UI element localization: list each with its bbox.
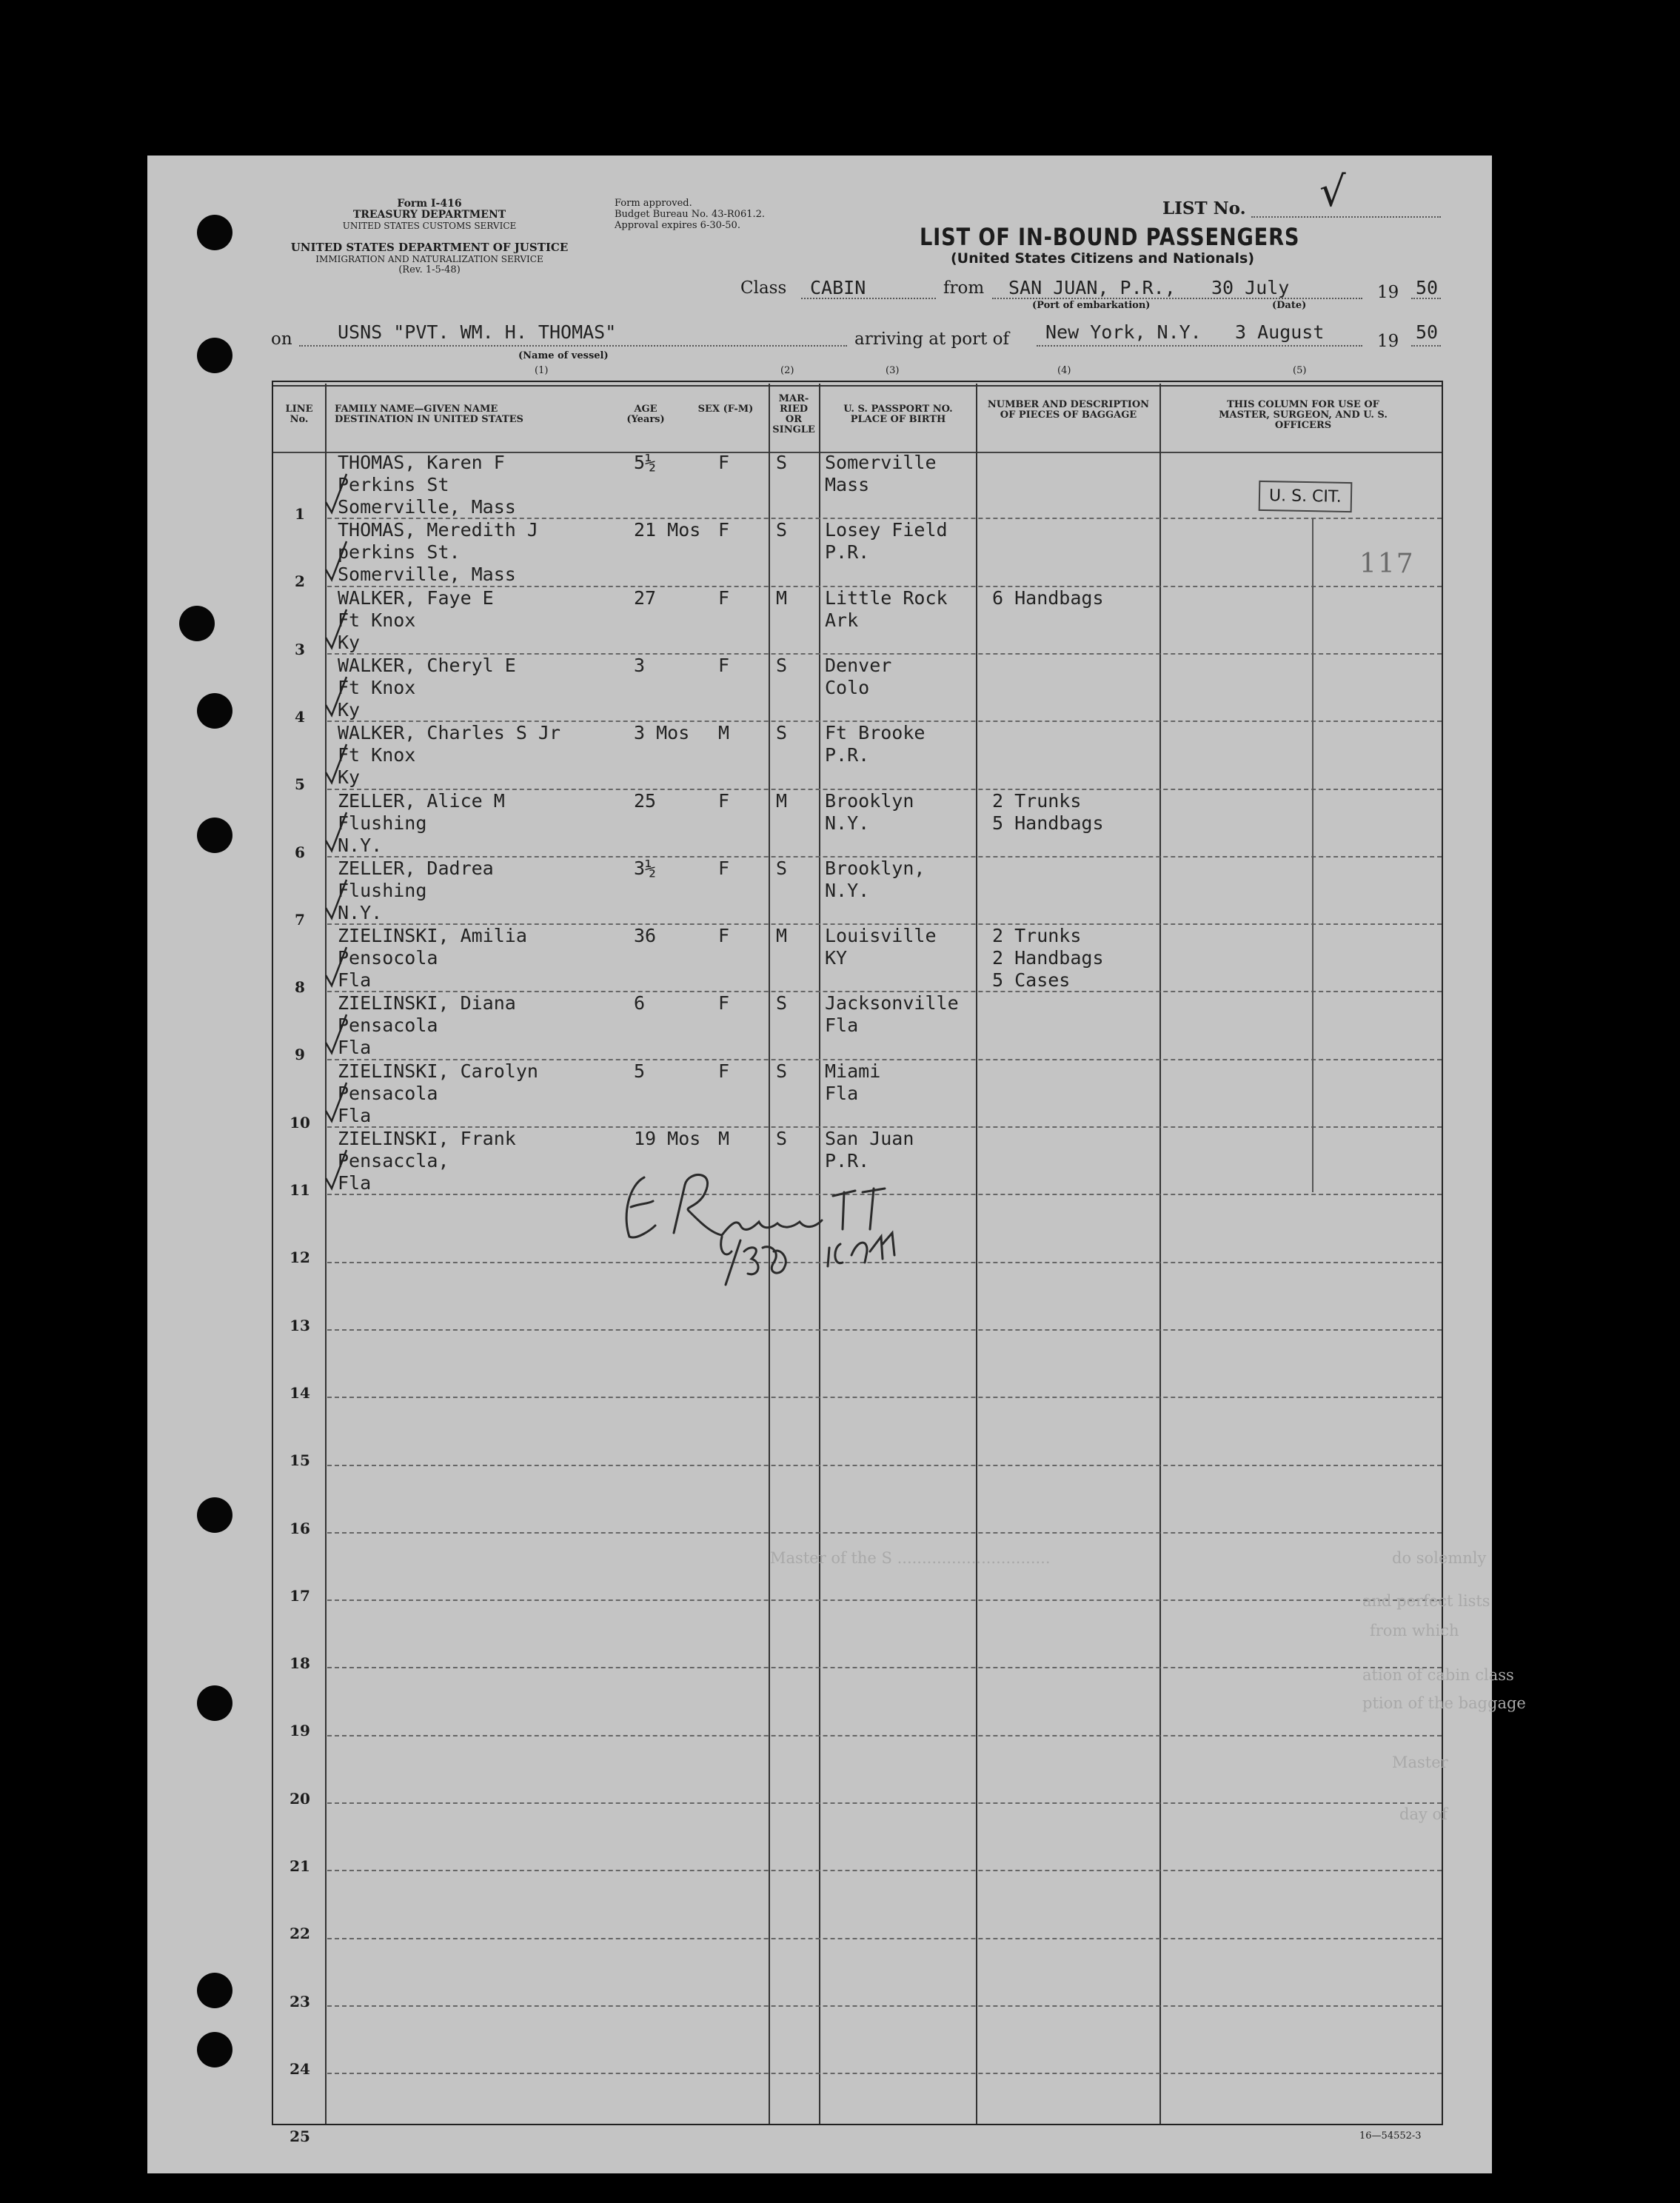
row-separator — [327, 1329, 1442, 1331]
passenger-dest-city: Fla — [338, 1172, 372, 1194]
punch-hole — [197, 1685, 232, 1721]
check-mark-icon — [323, 674, 349, 718]
passenger-name: THOMAS, Meredith J — [338, 519, 538, 541]
passenger-marital: M — [776, 925, 788, 947]
arrival-year-line — [1411, 345, 1441, 347]
arriving-label: arriving at port of — [854, 330, 1009, 349]
passenger-birth-place: Denver — [825, 654, 892, 676]
row-separator — [327, 1667, 1442, 1668]
punch-hole — [197, 1497, 232, 1533]
passenger-age: 27 — [634, 586, 657, 609]
passenger-sex: F — [718, 654, 730, 676]
line-number: 24 — [290, 2059, 310, 2078]
col-num-2: (2) — [780, 365, 794, 376]
passenger-age: 6 — [634, 992, 646, 1014]
row-separator — [327, 2073, 1442, 2074]
customs-service: UNITED STATES CUSTOMS SERVICE — [342, 221, 517, 231]
passenger-sex: F — [718, 857, 730, 879]
passenger-name: THOMAS, Karen F — [338, 452, 505, 473]
line-number: 5 — [295, 775, 305, 794]
year-line — [1411, 298, 1441, 299]
passenger-dest-street: Ft Knox — [338, 744, 416, 766]
line-number: 2 — [295, 572, 305, 591]
passenger-name: WALKER, Charles S Jr — [338, 722, 561, 744]
passenger-age: 3 Mos — [634, 722, 690, 744]
list-no-line — [1251, 216, 1441, 218]
vessel-line — [299, 345, 847, 347]
passenger-baggage: 2 Handbags — [992, 947, 1104, 969]
passenger-sex: F — [718, 789, 730, 812]
passenger-dest-city: Fla — [338, 1037, 372, 1059]
passenger-age: 21 Mos — [634, 519, 701, 541]
bleed-text: day of — [1399, 1805, 1448, 1823]
passenger-dest-street: Pensocola — [338, 947, 438, 969]
line-number: 23 — [290, 1992, 310, 2010]
ins-service: IMMIGRATION AND NATURALIZATION SERVICE — [315, 254, 543, 264]
bleed-text: Master — [1392, 1754, 1448, 1771]
check-mark-icon — [323, 1080, 349, 1124]
col-num-3: (3) — [886, 365, 900, 376]
passenger-dest-street: Perkins St — [338, 474, 449, 495]
year-prefix: 19 — [1377, 283, 1399, 302]
line-number: 10 — [290, 1113, 310, 1131]
header-passport: U. S. PASSPORT NO. PLACE OF BIRTH — [843, 404, 953, 425]
passenger-name: ZIELINSKI, Amilia — [338, 925, 527, 947]
from-date: 30 July — [1211, 277, 1290, 298]
passenger-marital: S — [776, 857, 788, 879]
passenger-birth-region: Fla — [825, 1014, 859, 1037]
passenger-dest-street: Pensacola — [338, 1014, 438, 1037]
header-baggage: NUMBER AND DESCRIPTION OF PIECES OF BAGGAGE — [987, 399, 1150, 421]
list-no-mark: √ — [1319, 168, 1346, 216]
row-separator — [327, 1802, 1442, 1804]
passenger-sex: F — [718, 925, 730, 947]
line-number: 9 — [295, 1046, 305, 1064]
passenger-birth-place: Louisville — [825, 925, 937, 947]
line-number: 3 — [295, 640, 305, 658]
class-line — [801, 298, 936, 299]
passenger-birth-place: Ft Brooke — [825, 722, 926, 744]
stamp-guide-line — [1312, 518, 1313, 1192]
passenger-baggage: 2 Trunks — [992, 925, 1082, 947]
line-number: 1 — [295, 505, 305, 523]
punch-hole — [179, 606, 215, 641]
page-subtitle: (United States Citizens and Nationals) — [951, 250, 1255, 267]
check-mark-icon — [323, 877, 349, 921]
passenger-marital: S — [776, 452, 788, 473]
passenger-sex: F — [718, 586, 730, 609]
line-number: 12 — [290, 1248, 310, 1267]
from-line — [992, 298, 1362, 299]
passenger-age: 25 — [634, 789, 657, 812]
bleed-text: and perfect lists — [1362, 1592, 1490, 1610]
check-mark-icon — [323, 606, 349, 651]
punch-hole — [197, 818, 232, 853]
passenger-birth-region: Fla — [825, 1082, 859, 1104]
passenger-marital: M — [776, 789, 788, 812]
passenger-dest-city: N.Y. — [338, 901, 383, 923]
passenger-birth-region: P.R. — [825, 1150, 870, 1171]
passenger-dest-street: Pensaccla, — [338, 1150, 449, 1171]
class-value: CABIN — [810, 277, 866, 298]
passenger-age: 3½ — [634, 857, 657, 879]
line-number: 25 — [290, 2127, 310, 2146]
passenger-birth-place: Little Rock — [825, 586, 948, 609]
line-number: 8 — [295, 978, 305, 997]
arrival-date: 3 August — [1235, 321, 1325, 343]
arrival-line — [1037, 345, 1362, 347]
passenger-baggage: 2 Trunks — [992, 789, 1082, 812]
col-num-1: (1) — [535, 365, 549, 376]
passenger-marital: S — [776, 654, 788, 676]
passenger-name: ZELLER, Dadrea — [338, 857, 494, 879]
line-number: 20 — [290, 1789, 310, 1808]
punch-hole — [197, 1973, 232, 2008]
line-number: 13 — [290, 1316, 310, 1334]
passenger-dest-city: Somerville, Mass — [338, 496, 516, 518]
passenger-birth-region: KY — [825, 947, 848, 969]
line-number: 15 — [290, 1451, 310, 1470]
passenger-age: 19 Mos — [634, 1128, 701, 1149]
row-separator — [327, 1532, 1442, 1534]
punch-hole — [197, 338, 232, 373]
passenger-sex: M — [718, 1128, 730, 1149]
header-name: FAMILY NAME—GIVEN NAME DESTINATION IN UNITED STATES — [335, 404, 523, 425]
row-separator — [327, 1465, 1442, 1466]
vessel-name: USNS "PVT. WM. H. THOMAS" — [338, 321, 617, 343]
check-mark-icon — [323, 1147, 349, 1191]
passenger-birth-place: Jacksonville — [825, 992, 959, 1014]
on-label: on — [271, 330, 292, 349]
passenger-sex: F — [718, 452, 730, 473]
passenger-marital: S — [776, 992, 788, 1014]
list-no-label: LIST No. — [1162, 198, 1246, 218]
passenger-marital: M — [776, 586, 788, 609]
line-number: 14 — [290, 1383, 310, 1402]
passenger-dest-city: Ky — [338, 631, 361, 653]
passenger-birth-region: Colo — [825, 676, 870, 698]
from-label: from — [943, 278, 985, 298]
passenger-dest-city: Fla — [338, 969, 372, 992]
passenger-dest-street: Flushing — [338, 879, 427, 901]
passenger-name: ZIELINSKI, Carolyn — [338, 1060, 538, 1082]
col-divider-officers — [1159, 384, 1161, 2124]
line-number: 16 — [290, 1519, 310, 1537]
check-mark-icon — [323, 809, 349, 854]
line-number: 22 — [290, 1925, 310, 1943]
punch-hole — [197, 2032, 232, 2067]
header-line-no: LINE No. — [285, 404, 313, 425]
bleed-text: from which — [1370, 1622, 1459, 1639]
passenger-name: WALKER, Cheryl E — [338, 654, 516, 676]
footer-code: 16—54552-3 — [1359, 2130, 1422, 2142]
passenger-birth-region: N.Y. — [825, 879, 870, 901]
passenger-name: WALKER, Faye E — [338, 586, 494, 609]
passenger-birth-region: N.Y. — [825, 812, 870, 834]
line-number: 11 — [290, 1181, 310, 1199]
bleed-text: ption of the baggage — [1362, 1694, 1526, 1712]
from-port: SAN JUAN, P.R., — [1008, 277, 1176, 298]
passenger-age: 5½ — [634, 452, 657, 473]
passenger-dest-street: perkins St. — [338, 541, 461, 564]
passenger-name: ZIELINSKI, Frank — [338, 1128, 516, 1149]
check-mark-icon — [323, 471, 349, 515]
passenger-marital: S — [776, 722, 788, 744]
check-mark-icon — [323, 1012, 349, 1056]
col-num-5: (5) — [1293, 365, 1307, 376]
line-number: 19 — [290, 1722, 310, 1740]
header-sex: SEX (F-M) — [697, 404, 754, 415]
passenger-dest-street: Flushing — [338, 812, 427, 834]
passenger-baggage: 5 Cases — [992, 969, 1071, 992]
check-mark-icon — [323, 538, 349, 583]
row-separator — [327, 1870, 1442, 1871]
col-divider-baggage — [976, 384, 977, 2124]
row-separator — [327, 1397, 1442, 1398]
us-citizen-stamp: U. S. CIT. — [1259, 481, 1352, 512]
line-number: 6 — [295, 843, 305, 861]
punch-hole — [197, 693, 232, 729]
passenger-dest-city: N.Y. — [338, 834, 383, 856]
line-number: 7 — [295, 910, 305, 929]
header-officers: THIS COLUMN FOR USE OF MASTER, SURGEON, AND U. S. OFFICERS — [1219, 399, 1388, 431]
passenger-sex: F — [718, 1060, 730, 1082]
passenger-baggage: 6 Handbags — [992, 586, 1104, 609]
passenger-dest-street: Pensacola — [338, 1082, 438, 1104]
passenger-dest-street: Ft Knox — [338, 609, 416, 631]
check-mark-icon — [323, 741, 349, 786]
page-title: LIST OF IN-BOUND PASSENGERS — [920, 223, 1300, 251]
arrival-year: 50 — [1416, 321, 1439, 343]
arrival-year-prefix: 19 — [1377, 332, 1399, 351]
passenger-birth-region: P.R. — [825, 541, 870, 564]
top-rule — [273, 385, 1442, 387]
row-separator — [327, 1599, 1442, 1601]
passenger-sex: F — [718, 992, 730, 1014]
officer-number: 117 — [1359, 549, 1415, 579]
row-separator — [327, 1938, 1442, 1939]
line-number: 21 — [290, 1857, 310, 1875]
form-revision: (Rev. 1-5-48) — [398, 264, 461, 275]
check-mark-icon — [323, 944, 349, 989]
passenger-dest-city: Fla — [338, 1104, 372, 1126]
passenger-marital: S — [776, 1060, 788, 1082]
port-caption: (Port of embarkation) — [1032, 300, 1151, 311]
passenger-age: 5 — [634, 1060, 646, 1082]
bleed-text: ation of cabin class — [1362, 1666, 1514, 1684]
line-number: 18 — [290, 1654, 310, 1673]
budget-bureau: Budget Bureau No. 43-R061.2. — [615, 209, 766, 220]
passenger-dest-street: Ft Knox — [338, 676, 416, 698]
passenger-sex: F — [718, 519, 730, 541]
passenger-birth-place: San Juan — [825, 1128, 914, 1149]
class-label: Class — [740, 278, 787, 298]
passenger-sex: M — [718, 722, 730, 744]
vessel-caption: (Name of vessel) — [518, 350, 609, 361]
row-separator — [327, 1735, 1442, 1736]
passenger-birth-place: Losey Field — [825, 519, 948, 541]
passenger-name: ZELLER, Alice M — [338, 789, 505, 812]
line-number: 4 — [295, 707, 305, 726]
passenger-baggage: 5 Handbags — [992, 812, 1104, 834]
line-number: 17 — [290, 1586, 310, 1605]
passenger-name: ZIELINSKI, Diana — [338, 992, 516, 1014]
passenger-age: 3 — [634, 654, 646, 676]
passenger-age: 36 — [634, 925, 657, 947]
passenger-birth-region: Ark — [825, 609, 859, 631]
passenger-birth-place: Miami — [825, 1060, 881, 1082]
punch-hole — [197, 215, 232, 250]
header-married: MAR-RIED OR SINGLE — [772, 393, 815, 435]
passenger-birth-place: Brooklyn — [825, 789, 914, 812]
passenger-dest-city: Ky — [338, 698, 361, 721]
passenger-dest-city: Somerville, Mass — [338, 564, 516, 586]
passenger-birth-place: Brooklyn, — [825, 857, 926, 879]
arrival-port: New York, N.Y. — [1045, 321, 1202, 343]
form-number: Form I-416 — [397, 198, 462, 210]
year-value: 50 — [1416, 277, 1439, 298]
passenger-birth-region: P.R. — [825, 744, 870, 766]
col-num-4: (4) — [1057, 365, 1071, 376]
approval-expires: Approval expires 6-30-50. — [615, 220, 740, 231]
passenger-birth-place: Somerville — [825, 452, 937, 473]
treasury-dept: TREASURY DEPARTMENT — [352, 209, 506, 221]
inspector-signature — [615, 1155, 970, 1303]
date-caption: (Date) — [1272, 300, 1307, 311]
form-approved: Form approved. — [615, 198, 692, 209]
passenger-marital: S — [776, 519, 788, 541]
row-separator — [327, 2005, 1442, 2007]
passenger-marital: S — [776, 1128, 788, 1149]
bleed-text: do solemnly — [1392, 1549, 1487, 1567]
bleed-text: Master of the S ............................... — [770, 1549, 1051, 1567]
justice-dept: UNITED STATES DEPARTMENT OF JUSTICE — [290, 241, 569, 254]
passenger-birth-region: Mass — [825, 474, 870, 495]
passenger-dest-city: Ky — [338, 766, 361, 789]
header-age: AGE (Years) — [626, 404, 665, 425]
